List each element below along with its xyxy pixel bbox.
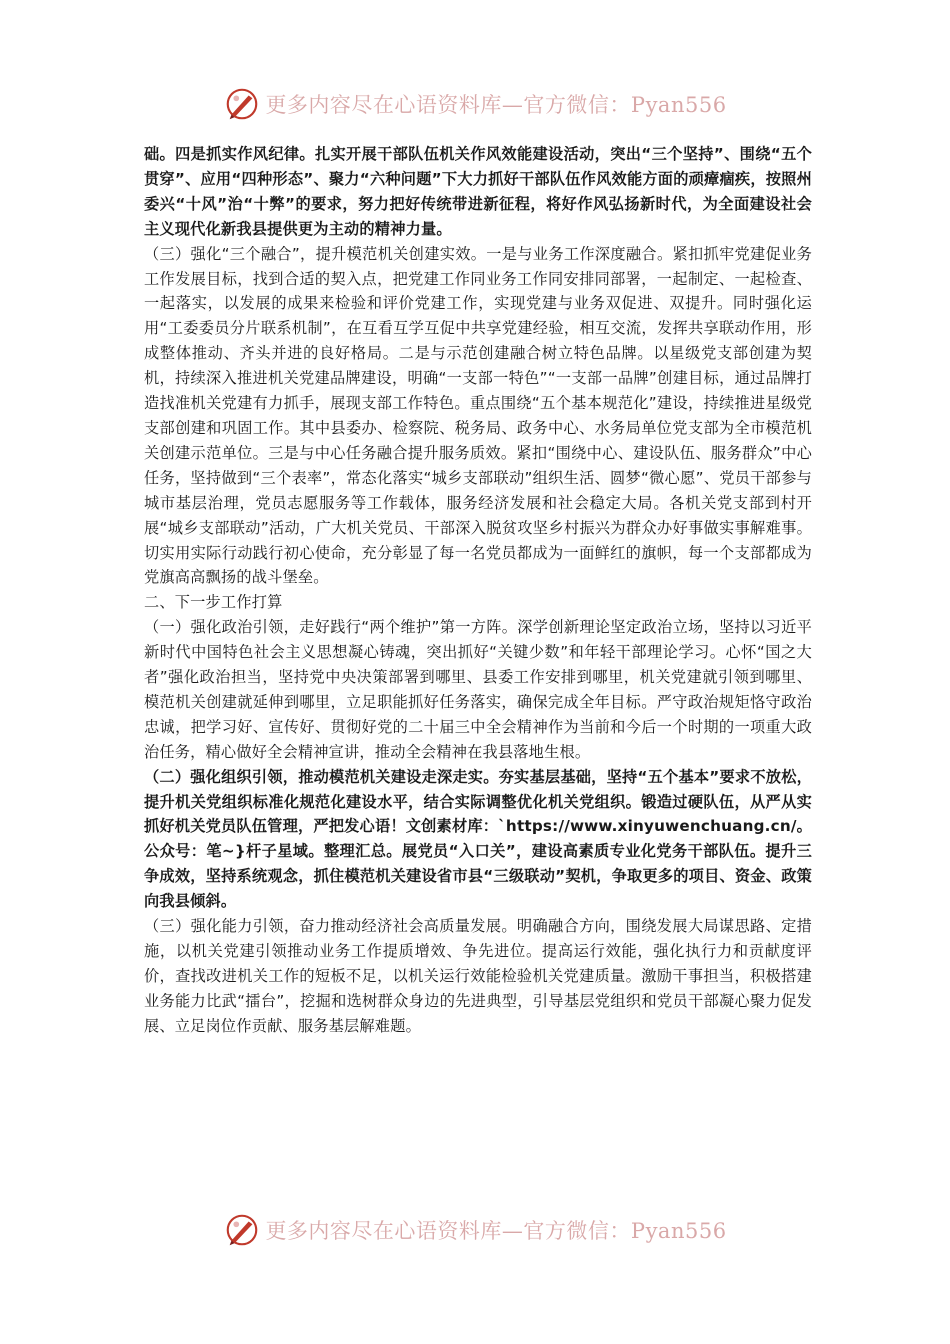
header-banner-text: 更多内容尽在心语资料库—官方微信：Pyan556 bbox=[265, 93, 727, 117]
footer-banner bbox=[0, 1208, 950, 1252]
paragraph-3: （一）强化政治引领，走好践行“两个维护”第一方阵。深学创新理论坚定政治立场，坚持以习近平新时代中国特色社会主义思想凝心铸魂，突出抓好“关键少数”和年轻干部理论学习。心怀“国之大者”强化政治担当，坚持党中央决策部署到哪里、县委工作安排到哪里，机关党建就引领到哪里、模范机关创建就延伸到哪里，立足职能抓好任务落实，确保完成全年目标。严守政治规矩恪守政治忠诚，把学习好、宣传好、贯彻好党的二十届三中全会精神作为当前和今后一个时期的一项重大政治任务，精心做好全会精神宣讲，推动全会精神在我县落地生根。 bbox=[144, 618, 812, 761]
paragraph-1: 础。四是抓实作风纪律。扎实开展干部队伍机关作风效能建设活动，突出“三个坚持”、围绕“五个贯穿”、应用“四种形态”、聚力“六种问题”下大力抓好干部队伍作风效能方面的顽瘴痼疾，按照州委兴“十风”治“十弊”的要求，努力把好传统带进新征程，将好作风弘扬新时代，为全面建设社会主义现代化新我县提供更为主动的精神力量。 bbox=[144, 145, 812, 238]
paragraph-2: （三）强化“三个融合”，提升模范机关创建实效。一是与业务工作深度融合。紧扣抓牢党建促业务工作发展目标，找到合适的契入点，把党建工作同业务工作同安排同部署，一起制定、一起检查、一起落实，以发展的成果来检验和评价党建工作，实现党建与业务双促进、双提升。同时强化运用“工委委员分片联系机制”，在互看互学互促中共享党建经验，相互交流，发挥共享联动作用，形成整体推动、齐头并进的良好格局。二是与示范创建融合树立特色品牌。以星级党支部创建为契机，持续深入推进机关党建品牌建设，明确“一支部一特色”“一支部一品牌”创建目标，通过品牌打造找准机关党建有力抓手，展现支部工作特色。重点围绕“五个基本规范化”建设，持续推进星级党支部创建和巩固工作。其中县委办、检察院、税务局、政务中心、水务局单位党支部为全市模范机关创建示范单位。三是与中心任务融合提升服务质效。紧扣“围绕中心、建设队伍、服务群众”中心任务，坚持做到“三个表率”，常态化落实“城乡支部联动”组织生活、圆梦“微心愿”、党员干部参与城市基层治理，党员志愿服务等工作载体，服务经济发展和社会稳定大局。各机关党支部到村开展“城乡支部联动”活动，广大机关党员、干部深入脱贫攻坚乡村振兴为群众办好事做实事解难事。切实用实际行动践行初心使命，充分彰显了每一名党员都成为一面鲜红的旗帜，每一个支部都成为党旗高高飘扬的战斗堡垒。 bbox=[144, 244, 812, 587]
pen-logo-icon bbox=[223, 85, 261, 123]
paragraph-4: （二）强化组织引领，推动模范机关建设走深走实。夯实基层基础，坚持“五个基本”要求不放松，提升机关党组织标准化规范化建设水平，结合实际调整优化机关党组织。锻造过硬队伍，从严从实抓好机关党员队伍管理，严把发心语！文创素材库：`https://www.xinyuwenchuang.cn/。公众号：笔~}杆子星域。整理汇总。展党员“入口关”，建设高素质专业化党务干部队伍。提升三争成效，坚持系统观念，抓住模范机关建设省市县“三级联动”契机，争取更多的项目、资金、政策向我县倾斜。 bbox=[144, 767, 812, 911]
header-banner bbox=[0, 82, 950, 126]
section-heading: 二、下一步工作打算 bbox=[144, 593, 283, 612]
footer-banner-text: 更多内容尽在心语资料库—官方微信：Pyan556 bbox=[265, 1219, 727, 1243]
paragraph-5: （三）强化能力引领，奋力推动经济社会高质量发展。明确融合方向，围绕发展大局谋思路、定措施，以机关党建引领推动业务工作提质增效、争先进位。提高运行效能，强化执行力和贡献度评价，查找改进机关工作的短板不足，以机关运行效能检验机关党建质量。激励干事担当，积极搭建业务能力比武“擂台”，挖掘和选树群众身边的先进典型，引导基层党组织和党员干部凝心聚力促发展、立足岗位作贡献、服务基层解难题。 bbox=[144, 917, 812, 1035]
document-body bbox=[144, 142, 812, 1039]
pen-logo-icon bbox=[223, 1211, 261, 1249]
